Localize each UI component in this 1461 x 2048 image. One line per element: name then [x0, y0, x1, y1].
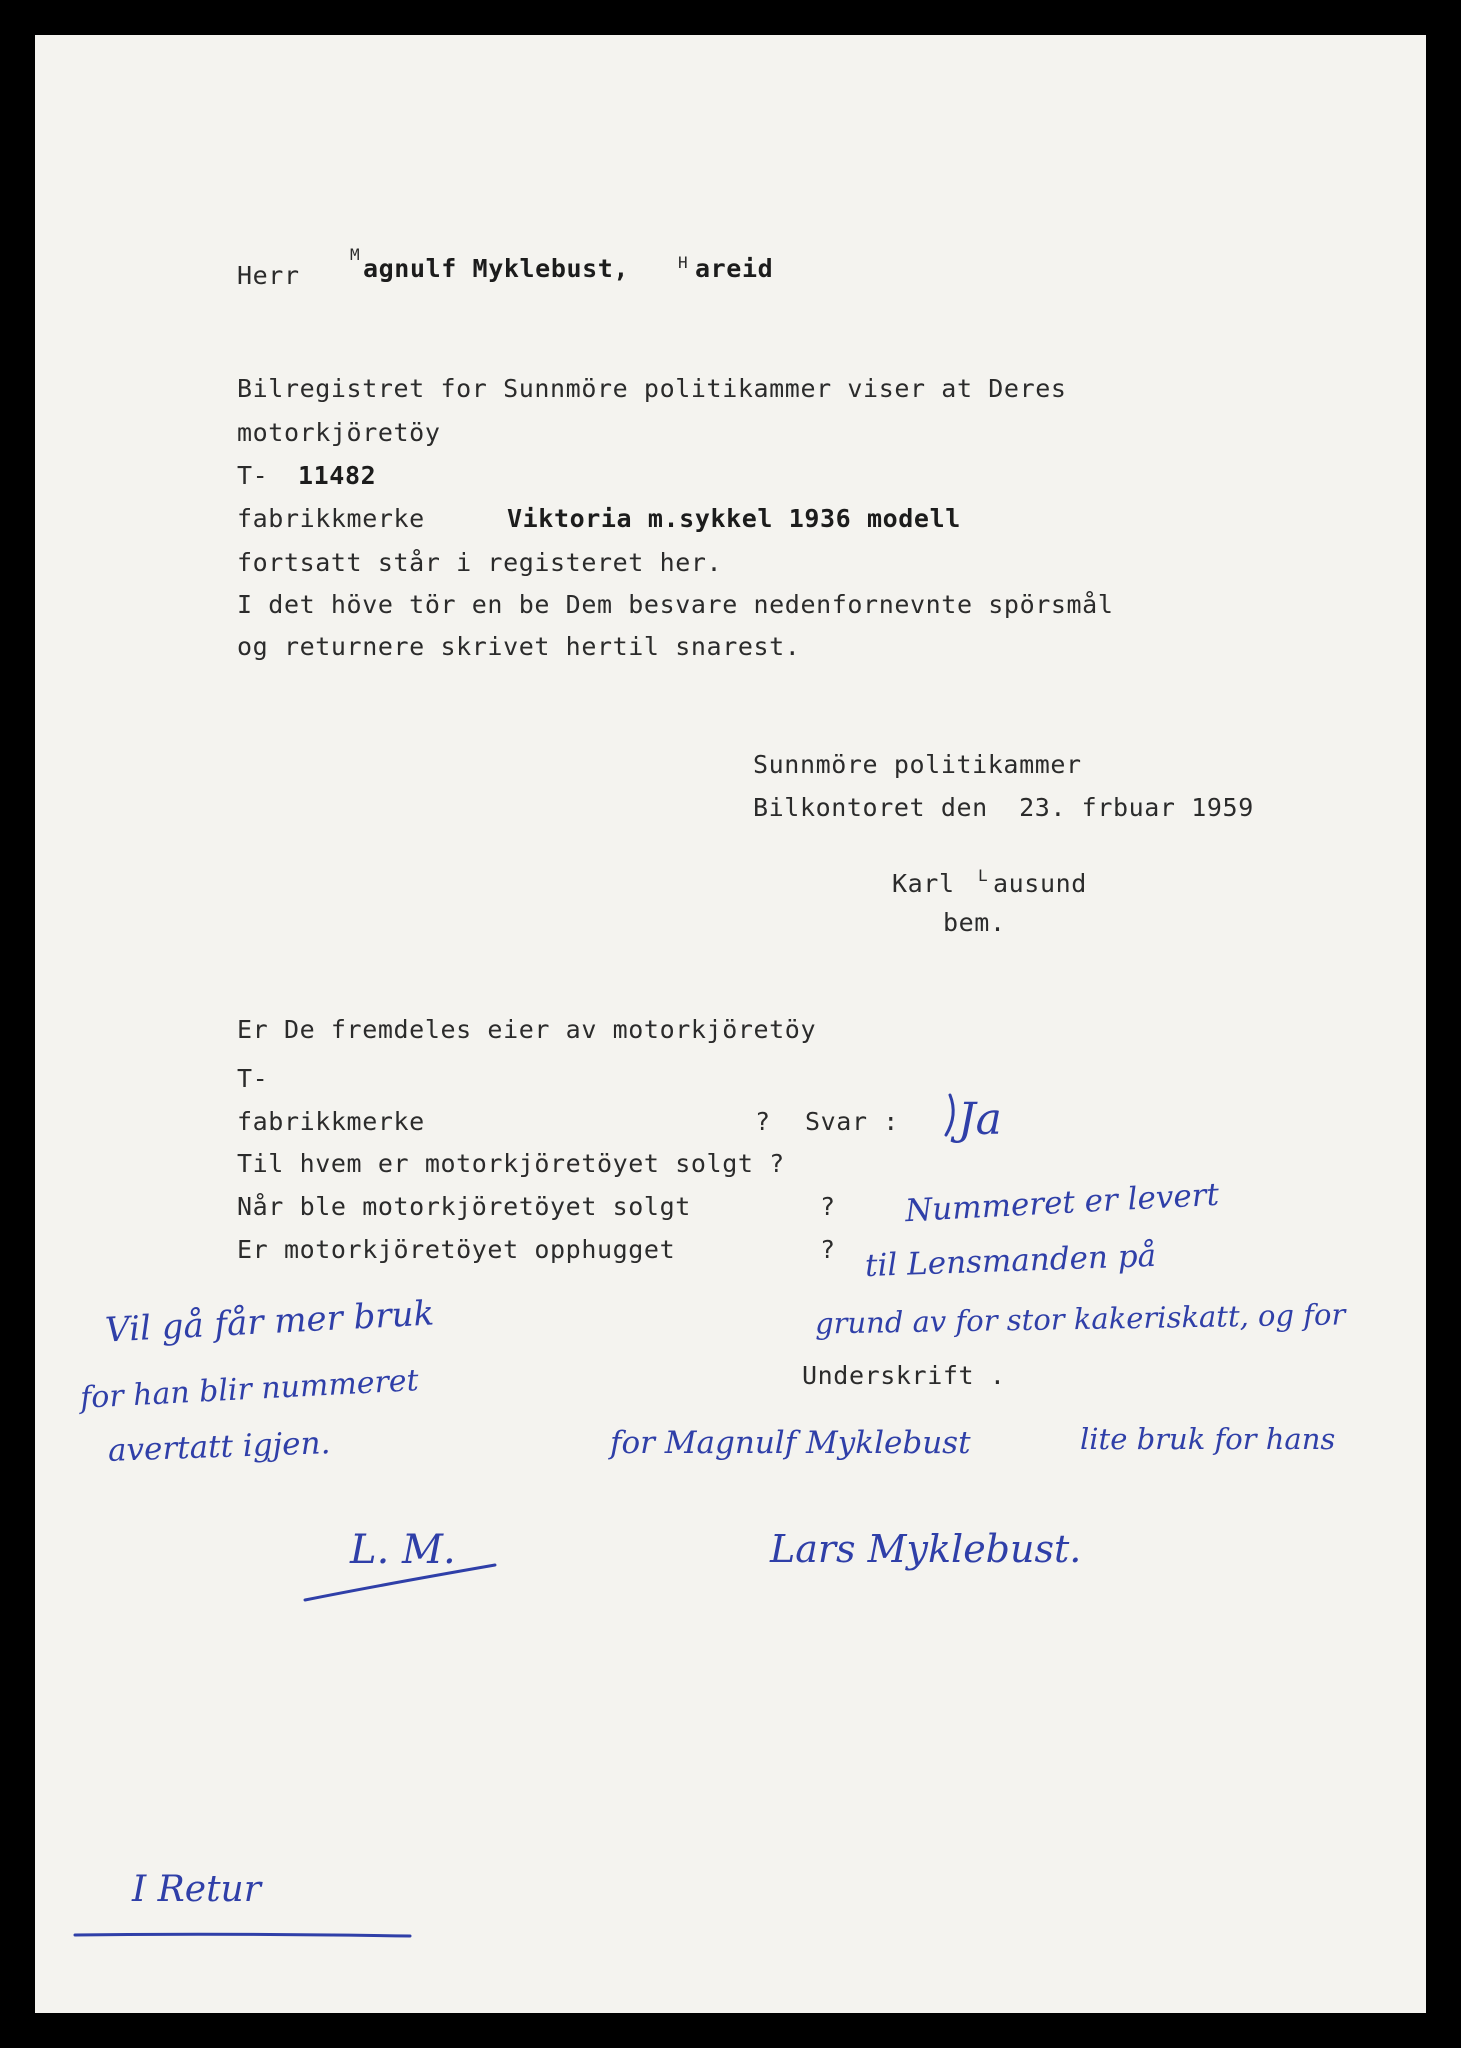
- initials-underline: [305, 1565, 495, 1600]
- signer-last-name: ausund: [993, 869, 1087, 898]
- handwritten-note-right-2: til Lensmanden på: [864, 1237, 1157, 1285]
- make-label: fabrikkmerke: [237, 504, 425, 533]
- signer-initial-correction: L: [978, 866, 988, 885]
- handwritten-note-left-3: avertatt igjen.: [107, 1425, 331, 1469]
- letter-line-1: Bilregistret for Sunnmöre politikammer viser at Deres: [237, 374, 1067, 403]
- bottom-note-underline: [75, 1934, 410, 1936]
- handwritten-answer: Ja: [958, 1094, 1002, 1145]
- questionnaire-sold-when: Når ble motorkjöretöyet solgt: [237, 1192, 691, 1221]
- letter-line-7: og returnere skrivet hertil snarest.: [237, 632, 801, 661]
- place-initial-correction: H: [678, 253, 688, 272]
- questionnaire-scrapped: Er motorkjöretöyet opphugget: [237, 1235, 676, 1264]
- handwritten-note-left-2: for han blir nummeret: [79, 1363, 420, 1416]
- handwritten-note-left-1: Vil gå får mer bruk: [104, 1293, 436, 1351]
- handwritten-note-right-1: Nummeret er levert: [904, 1176, 1220, 1230]
- reg-number: 11482: [298, 461, 377, 490]
- letter-line-5: fortsatt står i registeret her.: [237, 548, 723, 577]
- salutation: Herr: [237, 261, 300, 290]
- questionnaire-intro: Er De fremdeles eier av motorkjöretöy: [237, 1015, 817, 1044]
- questionnaire-sold-when-q: ?: [820, 1192, 836, 1221]
- handwritten-note-right-3: grund av for stor kakeriskatt, og for: [814, 1297, 1346, 1341]
- questionnaire-answer-label: Svar :: [805, 1107, 899, 1136]
- questionnaire-sold-to: Til hvem er motorkjöretöyet solgt ?: [237, 1149, 785, 1178]
- signer-first-name: Karl: [892, 869, 955, 898]
- answer-stroke: [946, 1095, 953, 1135]
- name-initial-correction: M: [350, 245, 360, 264]
- signature-label: Underskrift .: [802, 1361, 1006, 1390]
- addressee-name: agnulf Myklebust,: [363, 254, 630, 283]
- handwritten-for-line: for Magnulf Myklebust: [610, 1425, 971, 1461]
- handwritten-note-right-4: lite bruk for hans: [1080, 1422, 1336, 1456]
- sender-office: Sunnmöre politikammer: [753, 750, 1082, 779]
- questionnaire-make-label: fabrikkmerke: [237, 1107, 425, 1136]
- addressee-place: areid: [695, 254, 774, 283]
- reg-prefix: T-: [237, 461, 269, 490]
- signer-title: bem.: [943, 908, 1006, 937]
- letter-line-6: I det höve tör en be Dem besvare nedenfornevnte spörsmål: [237, 590, 1114, 619]
- make-value: Viktoria m.sykkel 1936 modell: [507, 504, 961, 533]
- questionnaire-reg-prefix: T-: [237, 1064, 269, 1093]
- handwritten-initials: L. M.: [350, 1527, 456, 1573]
- sender-dateline: Bilkontoret den 23. frbuar 1959: [753, 793, 1254, 822]
- questionnaire-make-q: ?: [755, 1107, 771, 1136]
- letter-line-2: motorkjöretöy: [237, 418, 441, 447]
- questionnaire-scrapped-q: ?: [820, 1235, 836, 1264]
- handwritten-bottom-note: I Retur: [132, 1869, 261, 1910]
- handwritten-signature: Lars Myklebust.: [770, 1527, 1082, 1571]
